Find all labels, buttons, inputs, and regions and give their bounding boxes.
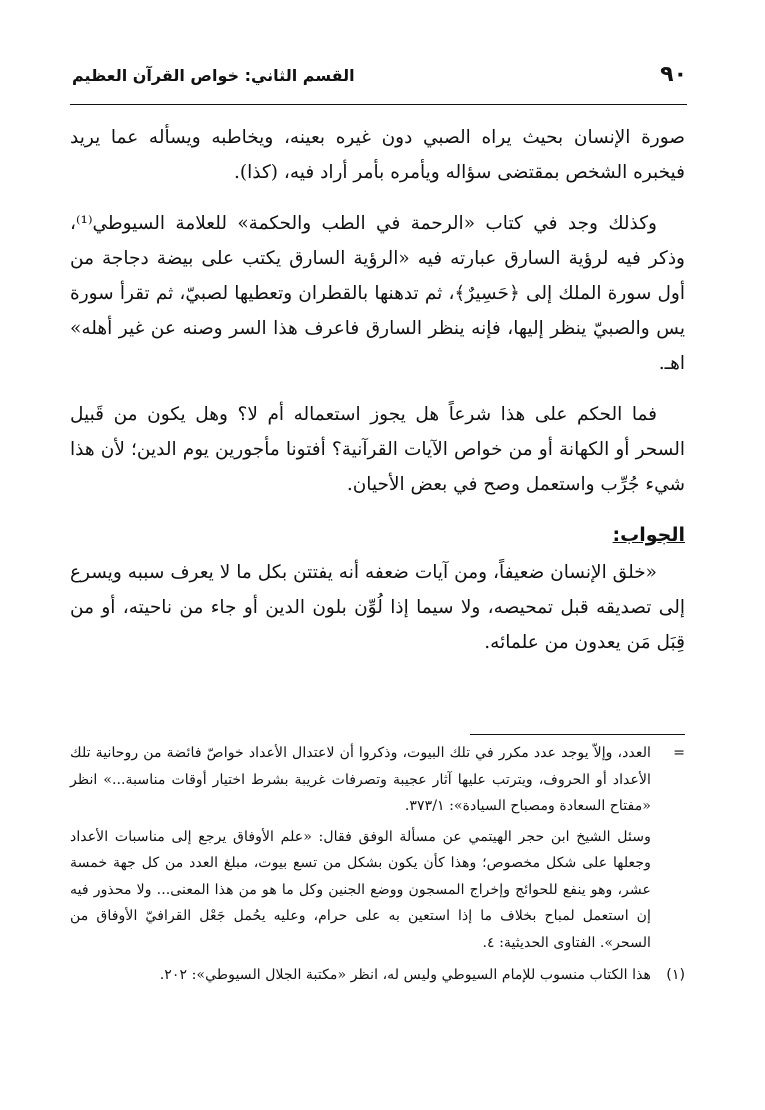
footnote-continued <box>70 740 685 956</box>
footnote-divider <box>470 734 685 735</box>
footnote-continued-mark: = <box>673 745 685 761</box>
page-header <box>72 60 687 96</box>
footnote-continued-paragraph-1: العدد، وإلاّ يوجد عدد مكرر في تلك البيوت، وذكروا أن لاعتدال الأعداد خواصّ فائضة من روحانية تلك الأعداد أو الحروف، ويترتب عليها آثار عجيبة وتصرفات غريبة بشرط اختيار أوقات مناسبة...» انظر «مفتاح السعادة ومصباح السيادة»: ٣٧٣/١. <box>70 745 651 814</box>
running-title: القسم الثاني: خواص القرآن العظيم <box>72 66 355 85</box>
answer-heading: الجواب: <box>612 524 685 546</box>
paragraph-1: صورة الإنسان بحيث يراه الصبي دون غيره بعينه، ويخاطبه ويسأله عما يريد فيخبره الشخص بمقتضى سؤاله ويأمره بأمر أراد فيه، (كذا). <box>70 127 685 183</box>
paragraph-3: فما الحكم على هذا شرعاً هل يجوز استعماله أم لا؟ وهل يكون من قَبيل السحر أو الكهانة أو من خواص الآيات القرآنية؟ أفتونا مأجورين يوم الدين؛ لأن هذا شيء جُرِّب واستعمل وصح في بعض الأحيان. <box>70 404 685 495</box>
footnote-1-text: هذا الكتاب منسوب للإمام السيوطي وليس له، انظر «مكتبة الجلال السيوطي»: ٢٠٢. <box>159 967 651 983</box>
header-divider <box>70 104 687 105</box>
paragraph-4: «خلق الإنسان ضعيفاً، ومن آيات ضعفه أنه يفتتن بكل ما لا يعرف سببه ويسرع إلى تصديقه قبل تمحيصه، ولا سيما إذا لُوِّن بلون الدين أو جاء من ناحيته، أو من قِبَل مَن يعدون من علمائه. <box>70 562 685 653</box>
footnote-1 <box>70 962 685 989</box>
main-text <box>70 120 685 676</box>
footnotes <box>70 740 685 995</box>
paragraph-2: وكذلك وجد في كتاب «الرحمة في الطب والحكمة» للعلامة السيوطي⁽¹⁾، وذكر فيه لرؤية السارق عبارته فيه «الرؤية السارق يكتب على بيضة دجاجة من أول سورة الملك إلى ﴿حَسِيرٌ﴾، ثم تدهنها بالقطران وتعطيها لصبيّ، ثم تقرأ سورة يس والصبيّ ينظر إليها، فإنه ينظر السارق فاعرف هذا السر وصنه عن غير أهله» اهـ. <box>70 213 685 374</box>
footnote-1-mark: (١) <box>666 967 685 983</box>
page-number: ٩٠ <box>660 62 687 87</box>
footnote-continued-paragraph-2: وسئل الشيخ ابن حجر الهيتمي عن مسألة الوفق فقال: «علم الأوفاق يرجع إلى مناسبات الأعداد وجعلها على شكل مخصوص؛ وهذا كأن يكون بشكل من تسع بيوت، مبلغ العدد من كل جهة خمسة عشر، وهو ينفع للحوائج وإخراج المسجون ووضع الجنين وكل ما هو من هذا المعنى... ولا محذور فيه إن استعمل لمباح بخلاف ما إذا استعين به على حرام، وعليه يحُمل جَعْل القرافيّ الأوفاق من السحر». الفتاوى الحديثية: ٤. <box>70 828 651 951</box>
